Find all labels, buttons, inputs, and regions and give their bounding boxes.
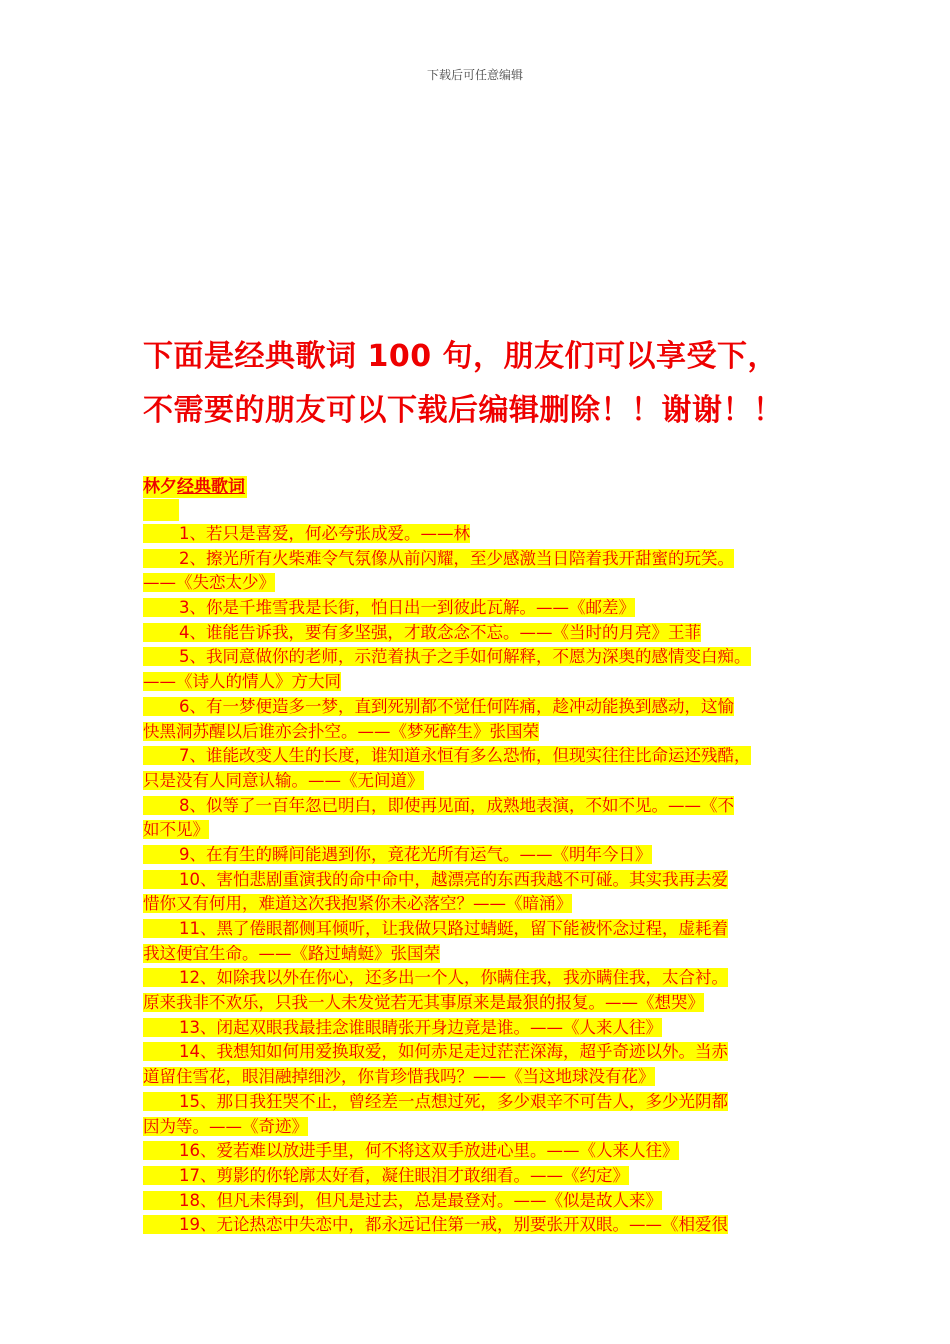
lyric-text: 因为等。——《奇迹》 [143,1116,308,1136]
lyric-line-text [143,598,635,617]
lyric-line-text [143,845,652,864]
lyric-text: 快黑洞苏醒以后谁亦会扑空。——《梦死醉生》张国荣 [143,721,539,741]
lyric-line-text [143,1067,655,1086]
lyric-line [143,868,833,893]
lyric-text: 如不见》 [143,820,209,840]
banner-line-2: 不需要的朋友可以下载后编辑删除！！谢谢！！ [143,393,784,428]
lyric-line [143,818,833,843]
header-note: 下载后可任意编辑 [426,68,523,82]
lyric-line [143,571,833,596]
lyric-text: 18、但凡未得到，但凡是过去，总是最登对。——《似是故人来》 [179,1190,662,1210]
lyric-line [143,1213,833,1238]
lyric-line-text [143,647,751,666]
banner-line-1: 下面是经典歌词 100 句，朋友们可以享受下， [143,339,779,374]
lyric-text: 8、似等了一百年忽已明白，即使再见面，成熟地表演，不如不见。——《不 [179,795,734,815]
lyric-line-text [143,919,728,938]
banner-heading [143,330,843,438]
lyric-line-text [143,697,734,716]
lyric-line [143,892,833,917]
lyric-text: 7、谁能改变人生的长度，谁知道永恒有多么恐怖，但现实往往比命运还残酷， [179,746,751,766]
lyric-line-text [143,993,704,1012]
lyric-text: 原来我非不欢乐，只我一人未发觉若无其事原来是最狠的报复。——《想哭》 [143,993,704,1013]
lyric-line-text [143,1191,662,1210]
lyric-text: 道留住雪花，眼泪融掉细沙，你肯珍惜我吗？——《当这地球没有花》 [143,1067,655,1087]
lyric-text: 11、黑了倦眼都侧耳倾听，让我做只路过蜻蜓，留下能被怀念过程，虚耗着 [179,919,728,938]
lyric-text: 只是没有人同意认输。——《无间道》 [143,770,424,790]
lyric-text: 17、剪影的你轮廓太好看，凝住眼泪才敢细看。——《约定》 [179,1165,629,1185]
lyric-text: 9、在有生的瞬间能遇到你，竟花光所有运气。——《明年今日》 [179,844,652,864]
lyric-line [143,966,833,991]
lyric-line-text [143,524,470,543]
lyric-text: 2、擦光所有火柴难令气氛像从前闪耀，至少感激当日陪着我开甜蜜的玩笑。 [179,548,734,568]
lyric-text: 10、害怕悲剧重演我的命中命中，越漂亮的东西我越不可碰。其实我再去爱 [179,869,728,889]
lyric-line-text [143,1042,728,1061]
lyric-line [143,917,833,942]
lyric-line-text [143,746,751,765]
lyric-line [143,794,833,819]
lyric-text: 我这便宜生命。——《路过蜻蜓》张国荣 [143,943,440,963]
lyric-line [143,522,833,547]
lyric-line-text [143,623,701,642]
lyric-line [143,720,833,745]
lyric-line [143,1016,833,1041]
lyric-line [143,621,833,646]
section-title-underlined: 经典歌词 [177,477,245,497]
lyric-line-text [143,1166,629,1185]
lyric-text: 16、爱若难以放进手里，何不将这双手放进心里。——《人来人往》 [179,1141,679,1161]
lyric-line-text [143,796,734,815]
lyric-line [143,991,833,1016]
lyric-line [143,1040,833,1065]
lyric-line-text [143,968,728,987]
lyric-text: ——《失恋太少》 [143,573,275,593]
lyric-text: 15、那日我狂哭不止，曾经差一点想过死，多少艰辛不可告人，多少光阴都 [179,1091,728,1111]
lyric-line [143,596,833,621]
lyric-line-text [143,944,440,963]
lyric-line-text [143,771,424,790]
lyric-line-text [143,1141,679,1160]
lyric-line-text [143,1092,728,1111]
lyric-line-text [143,722,539,741]
lyric-text: 5、我同意做你的老师，示范着执子之手如何解释，不愿为深奥的感情变白痴。 [179,647,751,667]
lyric-line-text [143,894,572,913]
lyric-line [143,843,833,868]
lyric-line [143,1090,833,1115]
lyric-text: ——《诗人的情人》方大同 [143,672,341,692]
lyric-line-text [143,1117,308,1136]
lyric-line [143,769,833,794]
highlighted-blank-line [143,499,179,521]
lyric-line-text [143,1215,728,1234]
lyric-line [143,1115,833,1140]
lyric-text: 3、你是千堆雪我是长街，怕日出一到彼此瓦解。——《邮差》 [179,598,635,618]
lyric-text: 惜你又有何用，难道这次我抱紧你未必落空？——《暗涌》 [143,894,572,914]
lyric-line-text [143,573,275,592]
lyric-line [143,1065,833,1090]
lyric-line-text [143,1018,662,1037]
lyric-text: 19、无论热恋中失恋中，都永远记住第一戒，别要张开双眼。——《相爱很 [179,1215,728,1235]
lyric-line-text [143,549,734,568]
lyric-line [143,1164,833,1189]
lyric-text: 1、若只是喜爱，何必夸张成爱。——林 [179,524,470,543]
lyric-line [143,695,833,720]
lyric-text: 6、有一梦便造多一梦，直到死别都不觉任何阵痛，趁冲动能换到感动，这愉 [179,696,734,716]
lyric-line [143,1139,833,1164]
lyric-line-text [143,672,341,691]
lyric-line [143,744,833,769]
lyric-line [143,1189,833,1214]
lyric-line-text [143,870,728,889]
lyric-line [143,645,833,670]
lyric-text: 12、如除我以外在你心，还多出一个人，你瞒住我，我亦瞒住我，太合衬。 [179,968,728,988]
lyric-text: 13、闭起双眼我最挂念谁眼睛张开身边竟是谁。——《人来人往》 [179,1017,662,1037]
lyric-line [143,942,833,967]
section-title-prefix: 林夕 [143,477,177,497]
lyric-text: 4、谁能告诉我，要有多坚强，才敢念念不忘。——《当时的月亮》王菲 [179,622,701,642]
lyric-line-text [143,820,209,839]
lyric-line [143,670,833,695]
lyrics-list [143,522,833,1238]
section-title [143,476,247,498]
lyric-line [143,547,833,572]
lyric-text: 14、我想知如何用爱换取爱，如何赤足走过茫茫深海，超乎奇迹以外。当赤 [179,1042,728,1062]
